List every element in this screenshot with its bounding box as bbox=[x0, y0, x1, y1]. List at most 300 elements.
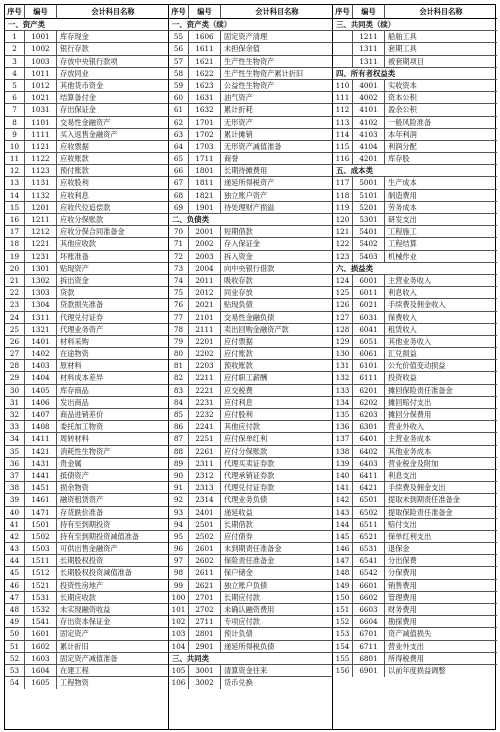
account-seq: 37 bbox=[5, 470, 25, 481]
account-seq: 36 bbox=[5, 458, 25, 469]
account-seq: 71 bbox=[169, 238, 189, 249]
account-name: 应付账款 bbox=[224, 349, 253, 359]
table-row bbox=[169, 141, 332, 153]
category-row bbox=[333, 165, 497, 177]
account-seq: 56 bbox=[169, 43, 189, 54]
account-code: 1602 bbox=[25, 641, 57, 652]
account-code: 2702 bbox=[189, 604, 221, 615]
account-seq: 12 bbox=[5, 165, 25, 176]
account-name: 盈余公积 bbox=[388, 105, 417, 115]
account-name: 公允价值变动损益 bbox=[388, 361, 446, 371]
account-seq: 131 bbox=[333, 360, 353, 371]
account-seq: 85 bbox=[169, 409, 189, 420]
account-name: 制造费用 bbox=[388, 190, 417, 200]
account-seq: 16 bbox=[5, 214, 25, 225]
account-name: 卖出回购金融资产款 bbox=[224, 324, 289, 334]
account-name: 贴现资产 bbox=[60, 263, 89, 273]
account-code: 6401 bbox=[353, 433, 385, 444]
account-seq: 154 bbox=[333, 641, 353, 652]
accounts-table bbox=[4, 4, 496, 730]
account-code: 6203 bbox=[353, 409, 385, 420]
account-code: 1421 bbox=[25, 446, 57, 457]
account-name: 营业外收入 bbox=[388, 422, 424, 432]
account-seq: 87 bbox=[169, 433, 189, 444]
table-row bbox=[333, 56, 497, 68]
account-name: 分出保费 bbox=[388, 556, 417, 566]
account-code: 5201 bbox=[353, 202, 385, 213]
account-code: 2003 bbox=[189, 251, 221, 262]
account-name: 递延收益 bbox=[224, 507, 253, 517]
account-name: 货币兑换 bbox=[224, 678, 253, 688]
account-seq: 138 bbox=[333, 446, 353, 457]
account-seq: 2 bbox=[5, 43, 25, 54]
account-name: 材料采购 bbox=[60, 336, 89, 346]
account-code: 1501 bbox=[25, 519, 57, 530]
table-row bbox=[333, 117, 497, 129]
account-code: 2602 bbox=[189, 555, 221, 566]
table-row bbox=[333, 592, 497, 604]
table-row bbox=[5, 519, 168, 531]
table-row bbox=[333, 287, 497, 299]
category-title: 三、共同类（续） bbox=[336, 20, 396, 29]
table-row bbox=[333, 43, 497, 55]
account-name: 专项应付款 bbox=[224, 617, 260, 627]
account-name: 利息支出 bbox=[388, 470, 417, 480]
account-seq: 141 bbox=[333, 482, 353, 493]
account-seq: 66 bbox=[169, 165, 189, 176]
account-code: 2202 bbox=[189, 348, 221, 359]
account-name: 应付股利 bbox=[224, 410, 253, 419]
table-row bbox=[5, 104, 168, 116]
account-seq: 6 bbox=[5, 92, 25, 103]
table-row bbox=[5, 226, 168, 238]
account-name: 未确认融资费用 bbox=[224, 605, 275, 614]
account-name: 公益性生物资产 bbox=[224, 80, 275, 90]
table-row bbox=[333, 299, 497, 311]
account-code: 1801 bbox=[189, 165, 221, 176]
account-name: 摊回赔付支出 bbox=[388, 397, 432, 407]
account-seq: 123 bbox=[333, 251, 353, 262]
table-row bbox=[169, 385, 332, 397]
account-seq: 102 bbox=[169, 616, 189, 627]
table-header bbox=[5, 5, 168, 19]
account-seq: 98 bbox=[169, 567, 189, 578]
table-row bbox=[333, 251, 497, 263]
table-row bbox=[5, 348, 168, 360]
account-name: 周转材料 bbox=[60, 434, 89, 444]
account-code: 6541 bbox=[353, 555, 385, 566]
account-name: 套期工具 bbox=[388, 44, 417, 54]
account-seq: 115 bbox=[333, 141, 353, 152]
account-seq: 74 bbox=[169, 275, 189, 286]
account-name: 工程施工 bbox=[388, 227, 417, 237]
account-name: 以前年度损益调整 bbox=[388, 665, 446, 675]
table-row bbox=[333, 80, 497, 92]
table-row bbox=[169, 202, 332, 214]
account-code: 1402 bbox=[25, 348, 57, 359]
account-code: 1811 bbox=[189, 177, 221, 188]
account-code: 5001 bbox=[353, 177, 385, 188]
table-row bbox=[5, 482, 168, 494]
account-code: 6521 bbox=[353, 531, 385, 542]
account-seq: 127 bbox=[333, 312, 353, 323]
table-row bbox=[333, 641, 497, 653]
account-seq: 68 bbox=[169, 190, 189, 201]
account-seq: 1 bbox=[5, 31, 25, 42]
account-seq: 112 bbox=[333, 104, 353, 115]
account-name: 抵债资产 bbox=[60, 470, 89, 480]
account-code: 1404 bbox=[25, 372, 57, 383]
account-seq: 41 bbox=[5, 519, 25, 530]
account-name: 代理业务负债 bbox=[224, 495, 268, 505]
header-seq: 序号 bbox=[169, 5, 189, 18]
table-row bbox=[5, 409, 168, 421]
account-code: 1131 bbox=[25, 177, 57, 188]
account-code: 3001 bbox=[189, 665, 221, 676]
account-seq: 43 bbox=[5, 543, 25, 554]
account-code: 2502 bbox=[189, 531, 221, 542]
account-code: 1406 bbox=[25, 397, 57, 408]
account-code: 1512 bbox=[25, 567, 57, 578]
account-code: 6201 bbox=[353, 385, 385, 396]
table-row bbox=[169, 348, 332, 360]
account-name: 其他应付款 bbox=[224, 422, 260, 432]
account-seq: 29 bbox=[5, 372, 25, 383]
table-row bbox=[5, 567, 168, 579]
account-code: 1231 bbox=[25, 251, 57, 262]
account-name: 其他业务收入 bbox=[388, 336, 432, 346]
table-row bbox=[169, 580, 332, 592]
account-seq: 65 bbox=[169, 153, 189, 164]
table-row bbox=[169, 177, 332, 189]
account-seq: 146 bbox=[333, 543, 353, 554]
account-code: 1531 bbox=[25, 592, 57, 603]
account-seq: 79 bbox=[169, 336, 189, 347]
table-row bbox=[5, 580, 168, 592]
table-row bbox=[169, 92, 332, 104]
account-code: 2211 bbox=[189, 372, 221, 383]
account-code: 1471 bbox=[25, 507, 57, 518]
account-name: 一般风险准备 bbox=[388, 117, 432, 127]
account-code: 2501 bbox=[189, 519, 221, 530]
account-name: 贷款损失准备 bbox=[60, 300, 104, 310]
account-code: 6711 bbox=[353, 641, 385, 652]
account-name: 勘探费用 bbox=[388, 617, 417, 627]
table-row bbox=[5, 604, 168, 616]
account-code: 1511 bbox=[25, 555, 57, 566]
account-name: 生产性生物资产 bbox=[224, 56, 275, 66]
account-code: 1461 bbox=[25, 494, 57, 505]
account-name: 长期应收款 bbox=[60, 592, 96, 602]
account-name: 独立账户负债 bbox=[224, 580, 268, 590]
account-seq: 17 bbox=[5, 226, 25, 237]
account-seq: 149 bbox=[333, 580, 353, 591]
account-seq: 11 bbox=[5, 153, 25, 164]
account-code: 1451 bbox=[25, 482, 57, 493]
table-row bbox=[5, 592, 168, 604]
header-seq: 序号 bbox=[333, 5, 353, 18]
account-code: 5401 bbox=[353, 226, 385, 237]
account-code: 1901 bbox=[189, 202, 221, 213]
account-code: 2241 bbox=[189, 421, 221, 432]
account-name: 吸收存款 bbox=[224, 275, 253, 285]
account-name: 拆入资金 bbox=[224, 251, 253, 261]
table-row bbox=[5, 275, 168, 287]
header-code: 编号 bbox=[25, 5, 57, 18]
table-row bbox=[5, 324, 168, 336]
account-name: 独立账户资产 bbox=[224, 190, 268, 200]
table-panel-3 bbox=[333, 5, 497, 729]
account-code: 1502 bbox=[25, 531, 57, 542]
account-seq: 90 bbox=[169, 470, 189, 481]
table-row bbox=[5, 214, 168, 226]
table-row bbox=[5, 117, 168, 129]
account-name: 交易性金融资产 bbox=[60, 117, 111, 127]
account-name: 库存现金 bbox=[60, 32, 89, 42]
category-row bbox=[5, 19, 168, 31]
account-name: 坏账准备 bbox=[60, 251, 89, 261]
table-row bbox=[333, 604, 497, 616]
account-seq: 10 bbox=[5, 141, 25, 152]
account-seq: 133 bbox=[333, 385, 353, 396]
account-code: 3002 bbox=[189, 677, 221, 689]
table-row bbox=[169, 153, 332, 165]
account-code: 6601 bbox=[353, 580, 385, 591]
account-code: 5301 bbox=[353, 214, 385, 225]
table-row bbox=[169, 482, 332, 494]
account-name: 退保金 bbox=[388, 544, 410, 554]
table-row bbox=[333, 104, 497, 116]
account-seq: 130 bbox=[333, 348, 353, 359]
table-row bbox=[169, 446, 332, 458]
table-row bbox=[333, 372, 497, 384]
account-code: 4103 bbox=[353, 129, 385, 140]
account-code: 1123 bbox=[25, 165, 57, 176]
account-name: 应付分保账款 bbox=[224, 446, 268, 456]
table-row bbox=[333, 494, 497, 506]
account-code: 1711 bbox=[189, 153, 221, 164]
account-seq: 119 bbox=[333, 202, 353, 213]
table-row bbox=[169, 165, 332, 177]
account-seq: 96 bbox=[169, 543, 189, 554]
table-row bbox=[333, 567, 497, 579]
account-name: 提取保险责任准备金 bbox=[388, 507, 453, 517]
account-code: 1408 bbox=[25, 421, 57, 432]
account-name: 融资租赁资产 bbox=[60, 495, 104, 505]
account-name: 应付票据 bbox=[224, 336, 253, 346]
account-name: 向中央银行借款 bbox=[224, 263, 275, 273]
table-row bbox=[5, 360, 168, 372]
account-name: 摊回保险责任准备金 bbox=[388, 385, 453, 395]
account-seq: 35 bbox=[5, 446, 25, 457]
account-seq: 155 bbox=[333, 653, 353, 664]
table-row bbox=[333, 531, 497, 543]
table-row bbox=[333, 202, 497, 214]
account-name: 待处理财产损溢 bbox=[224, 202, 275, 212]
table-row bbox=[169, 324, 332, 336]
account-seq: 15 bbox=[5, 202, 25, 213]
table-row bbox=[5, 677, 168, 689]
table-row bbox=[333, 507, 497, 519]
account-name: 未到期责任准备金 bbox=[224, 544, 282, 554]
account-seq: 77 bbox=[169, 312, 189, 323]
account-seq: 122 bbox=[333, 238, 353, 249]
table-header bbox=[169, 5, 332, 19]
account-code: 1201 bbox=[25, 202, 57, 213]
account-code: 1604 bbox=[25, 665, 57, 676]
account-code: 6901 bbox=[353, 665, 385, 677]
table-row bbox=[5, 56, 168, 68]
account-name: 应收分保账款 bbox=[60, 215, 104, 224]
category-row bbox=[333, 68, 497, 80]
account-seq: 3 bbox=[5, 56, 25, 67]
table-row bbox=[169, 604, 332, 616]
table-row bbox=[5, 92, 168, 104]
account-seq: 121 bbox=[333, 226, 353, 237]
account-name: 未实现融资收益 bbox=[60, 605, 111, 614]
account-code: 6403 bbox=[353, 458, 385, 469]
account-name: 代理兑付证券 bbox=[60, 312, 104, 322]
account-seq: 53 bbox=[5, 665, 25, 676]
account-code: 1405 bbox=[25, 385, 57, 396]
table-row bbox=[169, 190, 332, 202]
account-code: 1403 bbox=[25, 360, 57, 371]
table-row bbox=[169, 543, 332, 555]
table-row bbox=[333, 519, 497, 531]
table-row bbox=[5, 543, 168, 555]
account-seq: 31 bbox=[5, 397, 25, 408]
account-name: 营业外支出 bbox=[388, 641, 424, 651]
account-name: 固定资产 bbox=[60, 629, 89, 639]
account-seq: 44 bbox=[5, 555, 25, 566]
table-row bbox=[333, 226, 497, 238]
table-panel-2 bbox=[169, 5, 333, 729]
account-code: 1321 bbox=[25, 324, 57, 335]
account-seq: 8 bbox=[5, 117, 25, 128]
account-code: 1632 bbox=[189, 104, 221, 115]
account-code: 1011 bbox=[25, 68, 57, 79]
account-seq: 22 bbox=[5, 287, 25, 298]
account-code: 1304 bbox=[25, 299, 57, 310]
account-seq: 26 bbox=[5, 336, 25, 347]
account-name: 损余物资 bbox=[60, 483, 89, 493]
account-seq: 103 bbox=[169, 628, 189, 639]
account-name: 手续费及佣金支出 bbox=[388, 483, 446, 493]
table-row bbox=[5, 446, 168, 458]
account-code: 2801 bbox=[189, 628, 221, 639]
account-code: 6011 bbox=[353, 287, 385, 298]
account-seq: 38 bbox=[5, 482, 25, 493]
account-seq: 147 bbox=[333, 555, 353, 566]
table-row bbox=[333, 616, 497, 628]
account-code: 6041 bbox=[353, 324, 385, 335]
account-name: 代理业务资产 bbox=[60, 324, 104, 334]
account-code: 2011 bbox=[189, 275, 221, 286]
header-name: 会计科目名称 bbox=[255, 7, 299, 16]
table-row bbox=[5, 336, 168, 348]
account-code: 2401 bbox=[189, 507, 221, 518]
account-name: 在途物资 bbox=[60, 349, 89, 359]
account-name: 长期股权投资减值准备 bbox=[60, 568, 132, 578]
account-name: 无形资产 bbox=[224, 117, 253, 127]
account-name: 存出资本保证金 bbox=[60, 617, 111, 627]
table-row bbox=[169, 68, 332, 80]
account-name: 长期股权投资 bbox=[60, 556, 104, 566]
table-row bbox=[169, 263, 332, 275]
account-seq: 82 bbox=[169, 372, 189, 383]
account-code: 2261 bbox=[189, 446, 221, 457]
table-row bbox=[5, 628, 168, 640]
category-row bbox=[333, 263, 497, 275]
account-code: 2021 bbox=[189, 299, 221, 310]
header-seq: 序号 bbox=[5, 5, 25, 18]
account-name: 投资性房地产 bbox=[60, 580, 104, 590]
account-name: 代理承销证券款 bbox=[224, 470, 275, 480]
account-name: 保单红利支出 bbox=[388, 531, 432, 541]
account-seq: 94 bbox=[169, 519, 189, 530]
account-seq: 137 bbox=[333, 433, 353, 444]
account-seq: 101 bbox=[169, 604, 189, 615]
account-seq: 104 bbox=[169, 641, 189, 652]
table-row bbox=[169, 519, 332, 531]
account-name: 预计负债 bbox=[224, 629, 253, 639]
table-row bbox=[333, 397, 497, 409]
table-row bbox=[5, 531, 168, 543]
account-code: 2012 bbox=[189, 287, 221, 298]
account-seq: 80 bbox=[169, 348, 189, 359]
table-row bbox=[169, 421, 332, 433]
account-code: 6031 bbox=[353, 312, 385, 323]
table-row bbox=[333, 324, 497, 336]
account-code: 2101 bbox=[189, 312, 221, 323]
account-code: 4101 bbox=[353, 104, 385, 115]
account-seq: 118 bbox=[333, 190, 353, 201]
account-name: 赔付支出 bbox=[388, 519, 417, 529]
account-code: 1132 bbox=[25, 190, 57, 201]
account-seq: 110 bbox=[333, 80, 353, 91]
category-title: 二、负债类 bbox=[172, 215, 209, 224]
account-code: 1031 bbox=[25, 104, 57, 115]
account-code: 1521 bbox=[25, 580, 57, 591]
category-title: 五、成本类 bbox=[336, 166, 373, 176]
account-name: 利息收入 bbox=[388, 288, 417, 298]
account-code: 1623 bbox=[189, 80, 221, 91]
table-row bbox=[5, 616, 168, 628]
table-row bbox=[5, 165, 168, 177]
account-name: 未担保余值 bbox=[224, 44, 260, 54]
account-code: 2314 bbox=[189, 494, 221, 505]
account-name: 机械作业 bbox=[388, 251, 417, 261]
table-row bbox=[333, 543, 497, 555]
account-seq: 144 bbox=[333, 519, 353, 530]
account-seq: 111 bbox=[333, 92, 353, 103]
account-code: 6111 bbox=[353, 372, 385, 383]
table-row bbox=[169, 80, 332, 92]
table-row bbox=[333, 555, 497, 567]
account-code: 1301 bbox=[25, 263, 57, 274]
account-code: 6051 bbox=[353, 336, 385, 347]
account-name: 存货跌价准备 bbox=[60, 507, 104, 517]
account-code: 2701 bbox=[189, 592, 221, 603]
account-code: 1622 bbox=[189, 68, 221, 79]
account-name: 无形资产减值准备 bbox=[224, 141, 282, 151]
table-row bbox=[169, 299, 332, 311]
account-name: 商誉 bbox=[224, 154, 239, 164]
account-name: 存放同业 bbox=[60, 68, 89, 78]
account-code: 4002 bbox=[353, 92, 385, 103]
account-code: 6511 bbox=[353, 519, 385, 530]
table-row bbox=[333, 31, 497, 43]
